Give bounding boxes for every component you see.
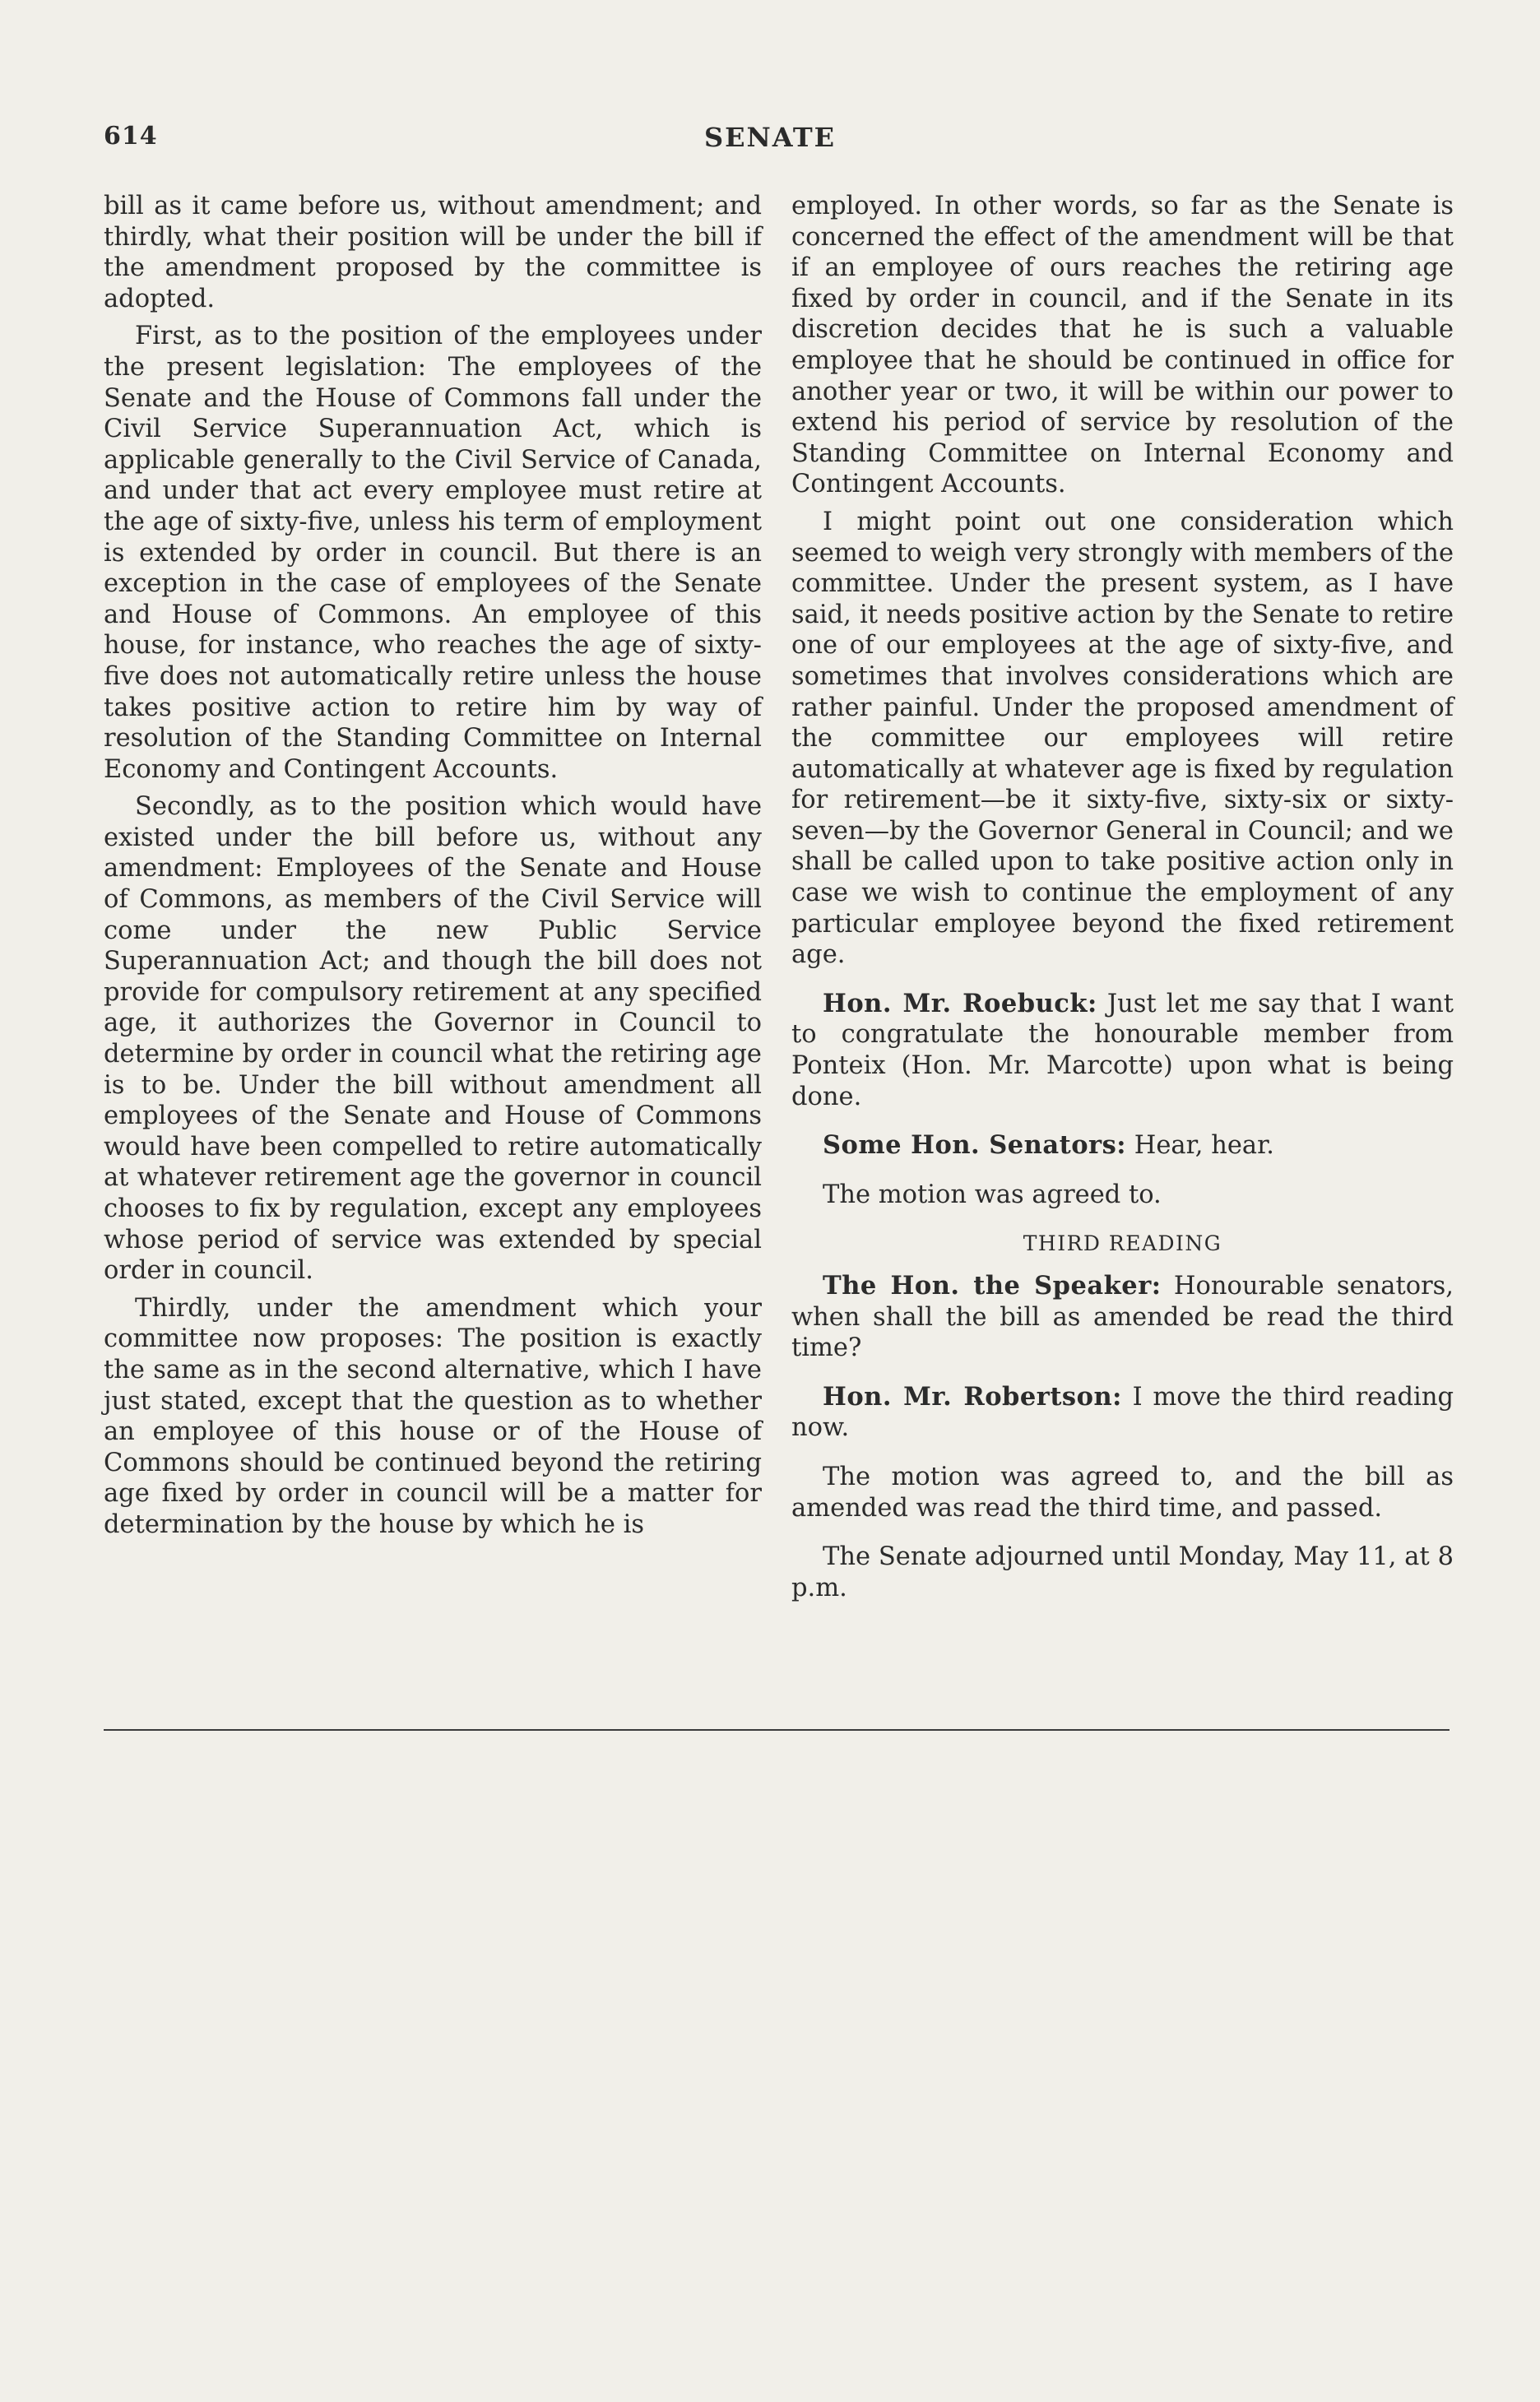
speech-text: Honourable senators, when shall the bill as amended be read the third time?: [791, 1272, 1454, 1363]
paragraph: Secondly, as to the position which would have existed under the bill before us, without any amendment: Employees of the Senate and House of Commons, as members of the Civil Service will come under the new Public Service Superannuation Act; and though the bill does not provide for compulsory retirement at any specified age, it authorizes the Governor in Council to determine by order in council what the retiring age is to be. Under the bill without amendment all employees of the Senate and House of Commons would have been compelled to retire automatically at whatever retirement age the governor in council chooses to fix by regulation, except any employees whose period of service was extended by special order in council.: [104, 792, 762, 1286]
left-column: [104, 191, 762, 1547]
paragraph: employed. In other words, so far as the Senate is concerned the effect of the amendment will be that if an employee of ours reaches the retiring age fixed by order in council, and if the Senate in its discretion decides that he is such a valuable employee that he should be continued in office for another year or two, it will be within our power to extend his period of service by resolution of the Standing Committee on Internal Economy and Contingent Accounts.: [791, 192, 1454, 499]
speaker-name: The Hon. the Speaker:: [823, 1271, 1162, 1301]
right-column: [791, 191, 1454, 1610]
speech-text: I move the third reading now.: [791, 1382, 1454, 1443]
section-heading: THIRD READING: [1023, 1231, 1222, 1256]
speaker-name: Hon. Mr. Robertson:: [823, 1381, 1122, 1412]
paragraph: Thirdly, under the amendment which your committee now proposes: The position is exactly the same as in the second alternative, which I have just stated, except that the question as to whether an employee of this house or of the House of Commons should be continued beyond the retiring age fixed by order in council will be a matter for determination by the house by which he is: [104, 1293, 762, 1539]
paragraph: The Senate adjourned until Monday, May 11, at 8 p.m.: [791, 1542, 1454, 1602]
horizontal-rule: [104, 1729, 1450, 1731]
speaker-name: Some Hon. Senators:: [823, 1130, 1127, 1161]
paragraph: bill as it came before us, without amendment; and thirdly, what their position will be under the bill if the amendment proposed by the committee is adopted.: [104, 192, 762, 313]
paragraph: I might point out one consideration which seemed to weigh very strongly with members of the committee. Under the present system, as I have said, it needs positive action by the Senate to retire one of our employees at the age of sixty-five, and sometimes that involves considerations which are rather painful. Under the proposed amendment of the committee our employees will retire automatically at whatever age is fixed by regulation for retirement—be it sixty-five, sixty-six or sixty-seven—by the Governor General in Council; and we shall be called upon to take positive action only in case we wish to continue the employment of any particular employee beyond the fixed retirement age.: [791, 507, 1454, 970]
speech-roebuck: [791, 989, 1454, 1112]
page-number: 614: [104, 122, 158, 151]
speech-speaker: [791, 1271, 1454, 1364]
running-head: SENATE: [703, 122, 837, 153]
speaker-name: Hon. Mr. Roebuck:: [823, 988, 1097, 1018]
speech-text: Hear, hear.: [1134, 1131, 1275, 1161]
speech-senators: [791, 1130, 1454, 1162]
speech-robertson: [791, 1382, 1454, 1444]
paragraph: The motion was agreed to, and the bill as amended was read the third time, and passed.: [791, 1462, 1454, 1523]
speech-text: Just let me say that I want to congratulate the honourable member from Ponteix (Hon. Mr. Marcotte) upon what is being done.: [791, 989, 1454, 1111]
paragraph: The motion was agreed to.: [823, 1180, 1162, 1209]
paragraph: First, as to the position of the employees under the present legislation: The employees of the Senate and the House of Commons fall under the Civil Service Superannuation Act, which is applicable generally to the Civil Service of Canada, and under that act every employee must retire at the age of sixty-five, unless his term of employment is extended by order in council. But there is an exception in the case of employees of the Senate and House of Commons. An employee of this house, for instance, who reaches the age of sixty-five does not automatically retire unless the house takes positive action to retire him by way of resolution of the Standing Committee on Internal Economy and Contingent Accounts.: [104, 322, 762, 784]
